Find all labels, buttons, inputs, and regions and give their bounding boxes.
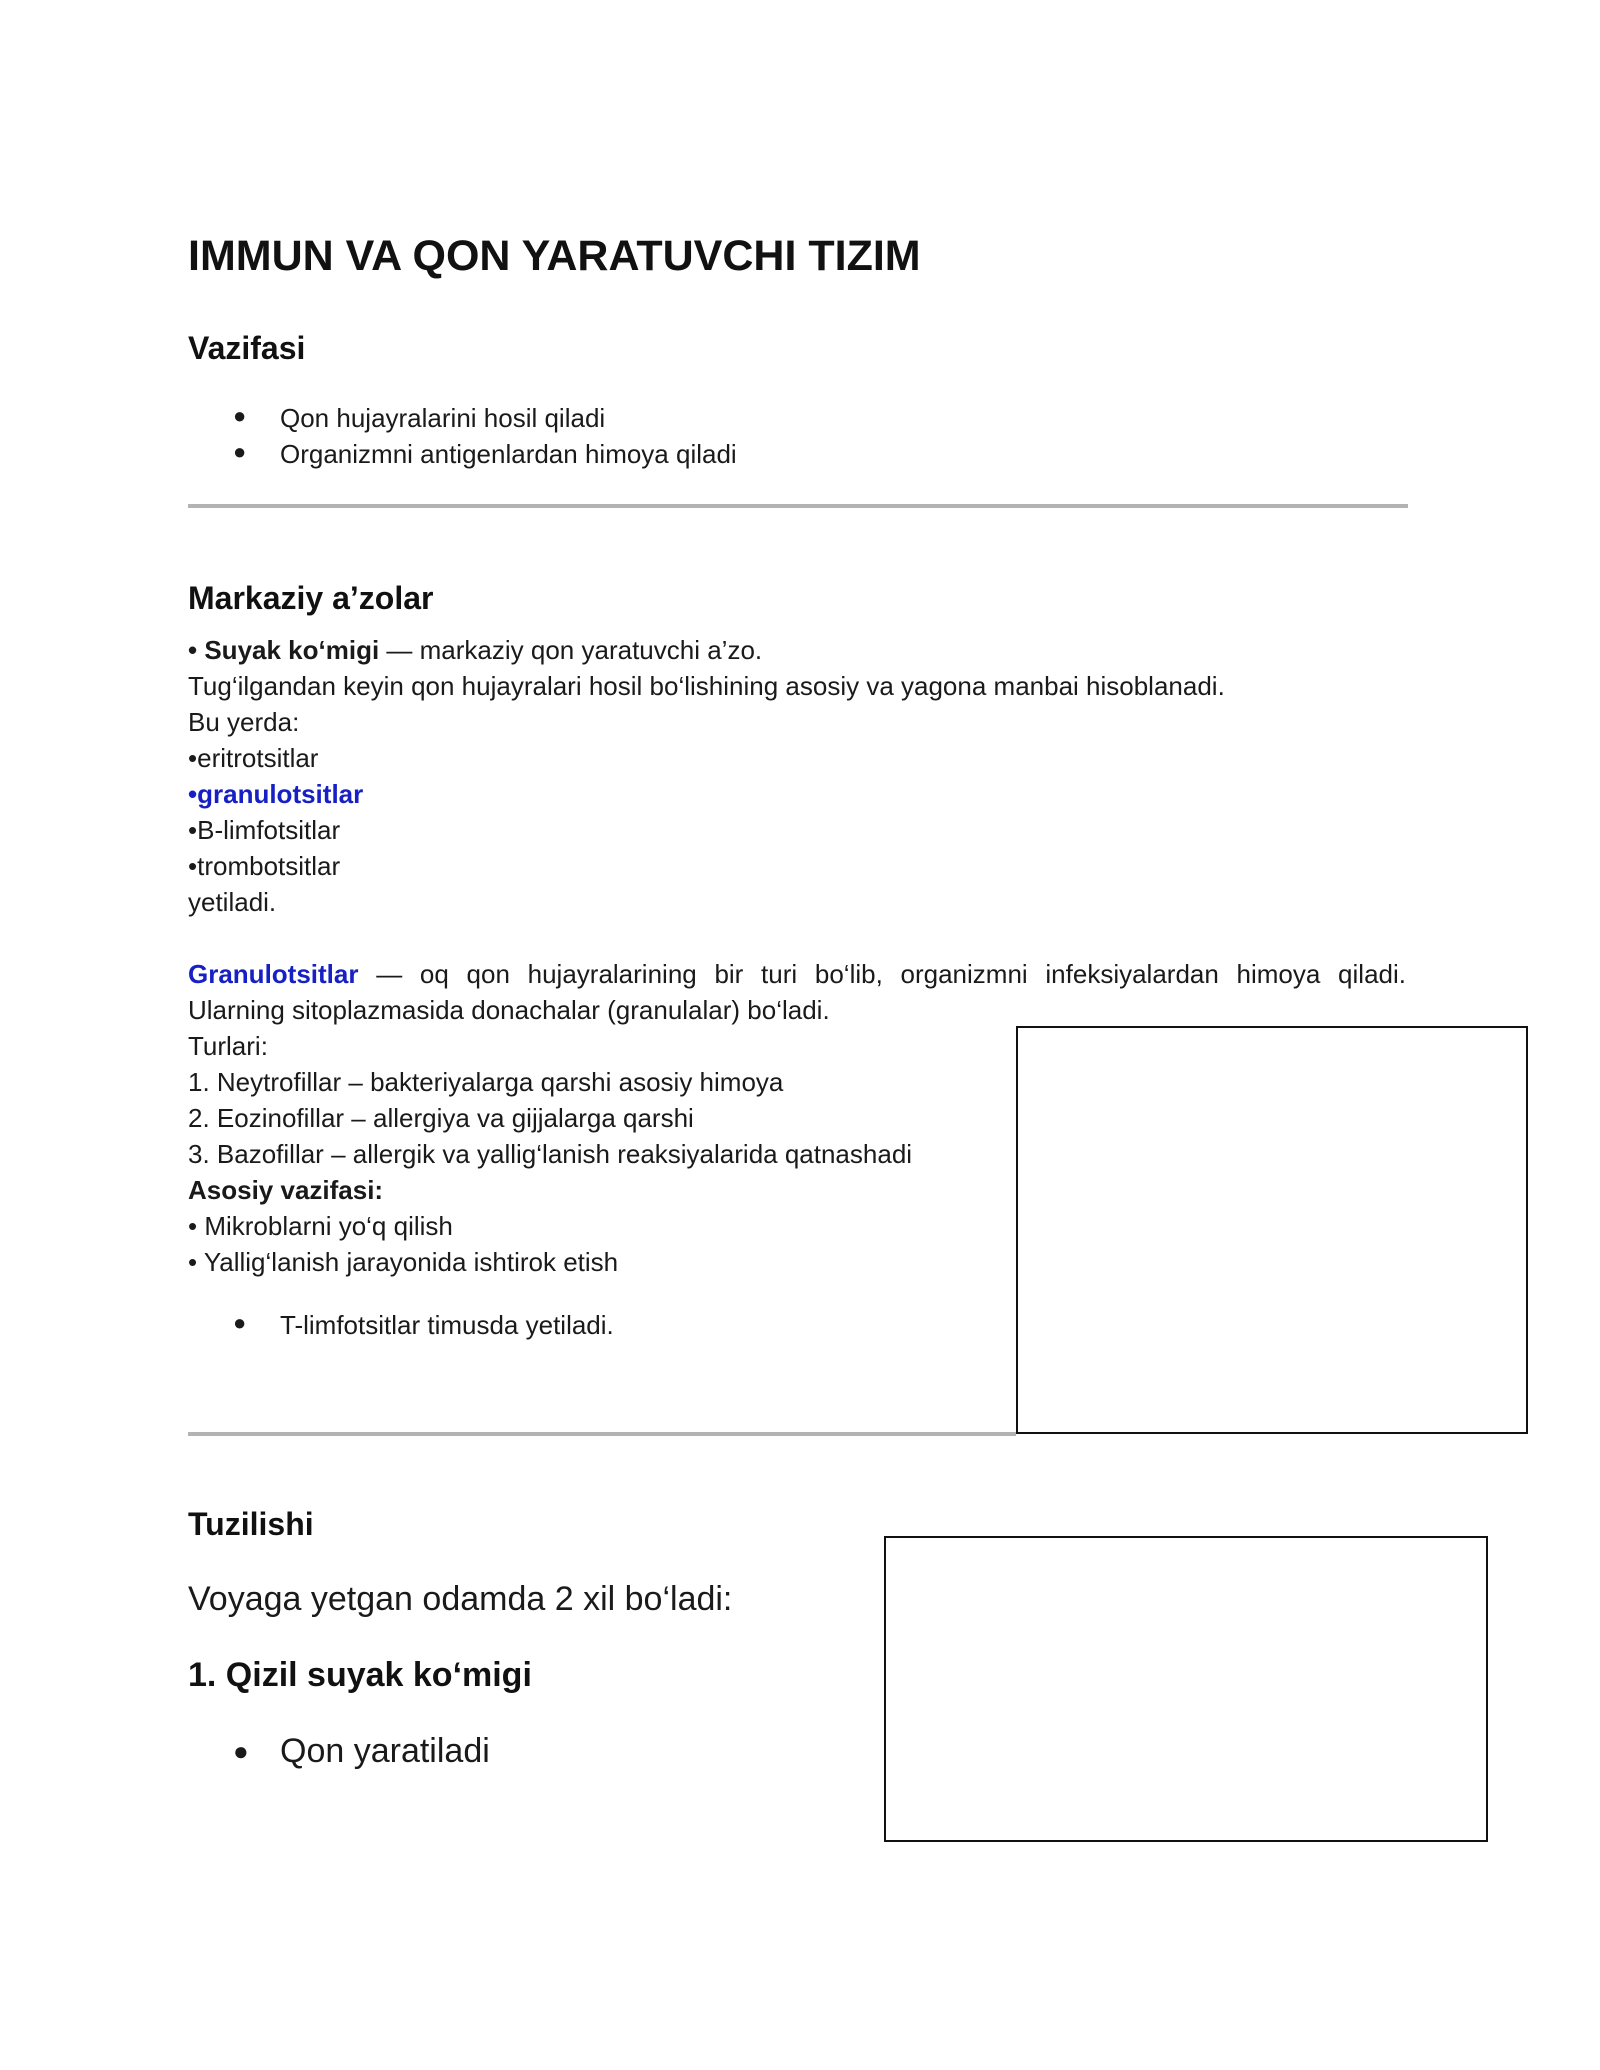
- term-description: — oq qon hujayralarining bir turi bo‘lib, organizmni infeksiyalardan himoya qiladi.: [376, 959, 1406, 989]
- cell-item: •B-limfotsitlar: [188, 815, 341, 845]
- bullet-glyph: •: [188, 635, 198, 665]
- main-function-item: • Mikroblarni yo‘q qilish: [188, 1211, 453, 1241]
- list-item-text: Qon hujayralarini hosil qiladi: [280, 403, 606, 433]
- bullet-icon: ●: [233, 403, 247, 428]
- paragraph-intro: Voyaga yetgan odamda 2 xil bo‘ladi:: [188, 1580, 733, 1618]
- list-item-text: Organizmni antigenlardan himoya qiladi: [280, 439, 737, 469]
- subheading-qizil-suyak: 1. Qizil suyak ko‘migi: [188, 1656, 532, 1694]
- divider: [188, 1432, 1016, 1436]
- type-item: 2. Eozinofillar – allergiya va gijjalarga qarshi: [188, 1103, 694, 1133]
- type-item: 3. Bazofillar – allergik va yallig‘lanish reaksiyalarida qatnashadi: [188, 1139, 913, 1169]
- bullet-glyph: •: [188, 779, 198, 809]
- section-heading-markaziy: Markaziy a’zolar: [188, 580, 434, 616]
- divider: [188, 504, 1408, 508]
- main-function-item: • Yallig‘lanish jarayonida ishtirok etish: [188, 1247, 619, 1277]
- paragraph-line: yetiladi.: [188, 887, 277, 917]
- image-placeholder: [1016, 1026, 1528, 1434]
- cell-item: •trombotsitlar: [188, 851, 341, 881]
- bullet-icon: ●: [233, 439, 247, 464]
- paragraph-line: Tug‘ilgandan keyin qon hujayralari hosil bo‘lishining asosiy va yagona manbai hisoblanadi.: [188, 671, 1225, 701]
- main-function-label: Asosiy vazifasi:: [188, 1175, 384, 1205]
- paragraph-justified: [188, 956, 1406, 992]
- term-granulotsitlar: Granulotsitlar: [188, 959, 359, 989]
- paragraph-line: Ularning sitoplazmasida donachalar (granulalar) bo‘ladi.: [188, 995, 830, 1025]
- bullet-icon: ●: [233, 1736, 249, 1766]
- term-suyak-komigi: Suyak ko‘migi: [204, 635, 380, 665]
- types-label: Turlari:: [188, 1031, 268, 1061]
- bullet-icon: ●: [233, 1310, 247, 1335]
- paragraph-line: [188, 632, 762, 668]
- type-item: 1. Neytrofillar – bakteriyalarga qarshi asosiy himoya: [188, 1067, 784, 1097]
- section-heading-tuzilishi: Tuzilishi: [188, 1506, 314, 1542]
- cell-item-highlighted: [188, 776, 363, 812]
- list-item-text: T-limfotsitlar timusda yetiladi.: [280, 1310, 614, 1340]
- image-placeholder: [884, 1536, 1488, 1842]
- link-granulotsitlar[interactable]: granulotsitlar: [197, 779, 364, 809]
- section-heading-vazifasi: Vazifasi: [188, 330, 306, 366]
- cell-item: •eritrotsitlar: [188, 743, 319, 773]
- page-title: IMMUN VA QON YARATUVCHI TIZIM: [188, 232, 921, 280]
- list-item-text: Qon yaratiladi: [280, 1732, 490, 1770]
- term-description: — markaziy qon yaratuvchi a’zo.: [386, 635, 763, 665]
- paragraph-line: Bu yerda:: [188, 707, 300, 737]
